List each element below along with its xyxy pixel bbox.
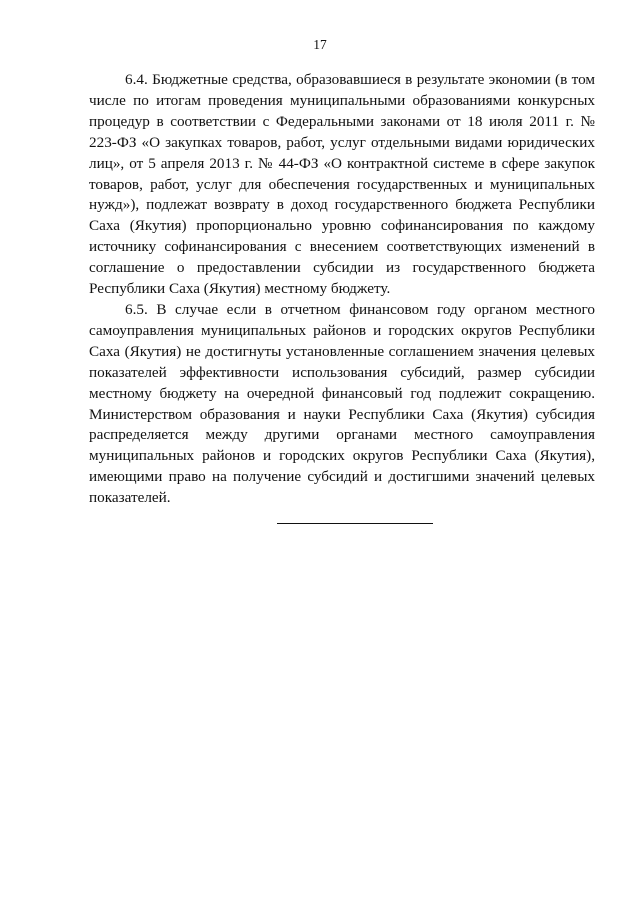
paragraph-6-5: 6.5. В случае если в отчетном финансовом году органом местного самоуправления муниципальных районов и городских округов Республики Саха (Якутия) не достигнуты установленные соглашением значения целевых показателей эффективности использования субсидий, размер субсидии местному бюджету на очередной финансовый год подлежит сокращению. Министерством образования и науки Республики Саха (Якутия) субсидия распределяется между другими органами местного самоуправления муниципальных районов и городских округов Республики Саха (Якутия), имеющими право на получение субсидий и достигшими значений целевых показателей. xyxy=(89,300,595,507)
document-body xyxy=(89,70,595,509)
end-of-document-divider xyxy=(277,523,433,524)
page-number: 17 xyxy=(313,37,327,52)
paragraph-6-4: 6.4. Бюджетные средства, образовавшиеся в результате экономии (в том числе по итогам проведения муниципальными образованиями конкурсных процедур в соответствии с Федеральными законами от 18 июля 2011 г. № 223-ФЗ «О закупках товаров, работ, услуг отдельными видами юридических лиц», от 5 апреля 2013 г. № 44-ФЗ «О контрактной системе в сфере закупок товаров, работ, услуг для обеспечения государственных и муниципальных нужд»), подлежат возврату в доход государственного бюджета Республики Саха (Якутия) пропорционально уровню софинансирования по каждому источнику софинансирования с внесением соответствующих изменений в соглашение о предоставлении субсидии из государственного бюджета Республики Саха (Якутия) местному бюджету. xyxy=(89,71,595,298)
